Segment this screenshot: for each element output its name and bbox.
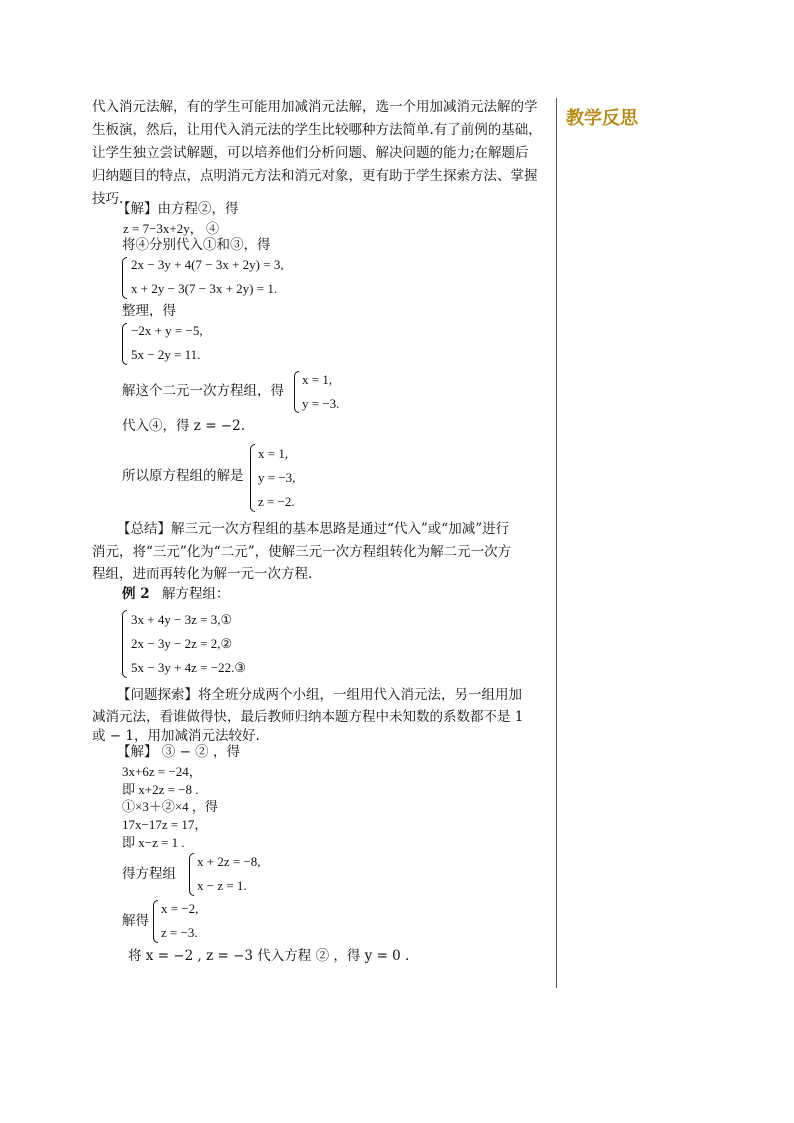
equation: x − z = 1. xyxy=(197,878,247,893)
text-line: 代入④，得 z = −2. xyxy=(122,418,245,434)
equation: 17x−17z = 17， xyxy=(122,817,208,832)
text-line: 代入消元法解，有的学生可能用加减消元法解，选一个用加减消元法解的学 xyxy=(92,99,538,115)
equation: z = −2. xyxy=(258,494,295,509)
column-divider xyxy=(556,98,557,988)
equation: z = 7−3x+2y， ④ xyxy=(123,221,220,236)
text-line: 让学生独立尝试解题，可以培养他们分析问题、解决问题的能力;在解题后 xyxy=(92,145,529,161)
equation: −2x + y = −5, xyxy=(131,323,203,338)
system-brace xyxy=(122,323,127,365)
equation: y = −3. xyxy=(302,396,340,411)
equation: y = −3, xyxy=(258,470,296,485)
text-line: 所以原方程组的解是 xyxy=(122,468,244,484)
equation: x = 1, xyxy=(258,446,289,461)
solution-heading: 【解】 ③ − ② ，得 xyxy=(117,744,240,760)
text-line: 解方程组： xyxy=(162,586,230,602)
text-line: 解这个二元一次方程组，得 xyxy=(122,383,284,399)
text-line: 【总结】解三元一次方程组的基本思路是通过“代入”或“加减”进行 xyxy=(117,521,510,537)
system-brace xyxy=(250,444,255,512)
equation: z = −3. xyxy=(161,925,198,940)
text-line: 程组，进而再转化为解一元一次方程. xyxy=(92,566,313,582)
text-line: 生板演，然后，让用代入消元法的学生比较哪种方法简单.有了前例的基础， xyxy=(92,122,542,138)
text-line: 将 x = −2 , z = −3 代入方程 ② ，得 y = 0 . xyxy=(128,948,410,964)
text-line: 将④分别代入①和③，得 xyxy=(122,237,271,253)
equation: 5x − 2y = 11. xyxy=(131,347,201,362)
equation: ①×3＋②×4 ，得 xyxy=(122,799,218,814)
equation: 即 x+2z = −8 . xyxy=(122,782,199,797)
equation: 即 x−z = 1 . xyxy=(122,835,185,850)
solution-heading: 【解】由方程②，得 xyxy=(117,201,239,217)
equation: 3x + 4y − 3z = 3,① xyxy=(131,612,233,627)
system-brace xyxy=(153,900,158,943)
system-brace xyxy=(122,610,127,678)
text-line: 消元，将“三元”化为“二元”，使解三元一次方程组转化为解二元一次方 xyxy=(92,544,512,560)
equation: 3x+6z = −24， xyxy=(122,764,202,779)
equation: x + 2z = −8, xyxy=(197,854,261,869)
equation: x = 1, xyxy=(302,372,333,387)
text-line: 整理，得 xyxy=(122,303,176,319)
equation: 2x − 3y − 2z = 2,② xyxy=(131,636,233,651)
example-label: 例 2 xyxy=(122,586,150,602)
text-line: 解得 xyxy=(122,913,149,929)
system-brace xyxy=(294,371,299,413)
equation: x = −2, xyxy=(161,901,199,916)
equation: 5x − 3y + 4z = −22.③ xyxy=(131,660,247,675)
text-line: 减消元法，看谁做得快，最后教师归纳本题方程中未知数的系数都不是 1 xyxy=(92,709,524,725)
system-brace xyxy=(189,853,194,896)
text-line: 或 − 1，用加减消元法较好. xyxy=(92,728,260,744)
text-line: 技巧. xyxy=(92,191,124,207)
text-line: 得方程组 xyxy=(122,866,176,882)
reflection-title: 教学反思 xyxy=(566,108,638,129)
equation: 2x − 3y + 4(7 − 3x + 2y) = 3, xyxy=(131,257,284,272)
text-line: 【问题探索】将全班分成两个小组，一组用代入消元法，另一组用加 xyxy=(117,687,522,703)
system-brace xyxy=(122,257,127,299)
equation: x + 2y − 3(7 − 3x + 2y) = 1. xyxy=(131,281,278,296)
text-line: 归纳题目的特点，点明消元方法和消元对象，更有助于学生探索方法、掌握 xyxy=(92,168,538,184)
